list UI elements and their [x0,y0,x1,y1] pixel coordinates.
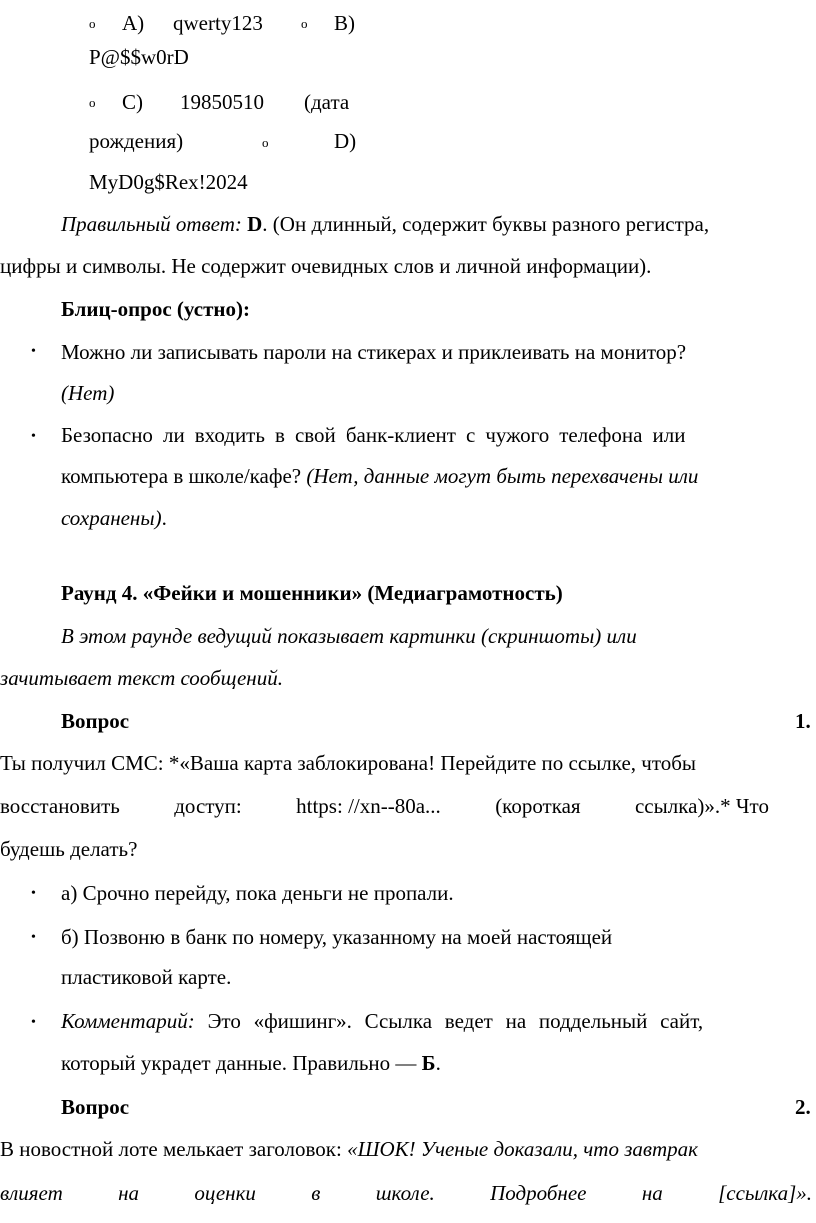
answer-line-2: цифры и символы. Не содержит очевидных слов и личной информации). [0,254,652,278]
option-b-letter: B) [334,11,355,35]
question-2-text-line-1 [0,1139,698,1160]
option-c-rest: рождения) [89,129,184,153]
question-1-option-b: б) Позвоню в банк по номеру, указанному на моей настоящей [61,925,613,949]
word: на [118,1181,139,1205]
word: на [641,1181,663,1205]
question-2-quote: «ШОК! Ученые доказали, что завтрак [347,1137,699,1161]
blitz-question-1: Можно ли записывать пароли на стикерах и приклеивать на монитор? [61,340,687,364]
question-2-label: Вопрос [61,1095,130,1119]
question-1-text-line-3: будешь делать? [0,837,138,861]
option-a-text: qwerty123 [173,11,263,35]
option-c-number: 19850510 [180,90,264,114]
comment-answer: Б [421,1051,436,1075]
option-b-text: P@$$w0rD [89,45,189,69]
word: доступ: [174,794,242,818]
round-heading: Раунд 4. «Фейки и мошенники» (Медиаграмотность) [61,581,563,605]
round-intro-line-2: зачитывает текст сообщений. [0,666,283,690]
answer-explanation: . (Он длинный, содержит буквы разного регистра, [262,212,710,236]
period: . [161,506,167,530]
word: в [311,1181,321,1205]
question-2-text: В новостной лоте мелькает заголовок: [0,1137,348,1161]
bullet: • [31,429,36,444]
question-1-text-line-1: Ты получил СМС: *«Ваша карта заблокирована! Перейдите по ссылке, чтобы [0,751,697,775]
bullet: • [31,886,36,901]
blitz-question-2-cont: компьютера в школе/кафе? [61,464,302,488]
word: Подробнее [490,1181,587,1205]
link-text: https: //xn--80a... [296,794,441,818]
blitz-answer-1: (Нет) [61,381,115,405]
question-1-label: Вопрос [61,709,130,733]
blitz-answer-2-end: сохранены) [61,506,162,530]
option-a-letter: A) [122,11,145,35]
answer-label: Правильный ответ: [61,212,242,236]
question-2-text-line-2 [0,1183,812,1204]
option-d-letter: D) [334,129,357,153]
word: восстановить [0,794,120,818]
answer-letter: D [247,212,263,236]
bullet: • [31,1015,36,1030]
question-2-number: 2. [795,1095,811,1119]
blitz-question-2-line-3 [61,508,167,529]
option-bullet: o [262,135,269,150]
blitz-question-2-line-1 [61,425,810,446]
question-1-comment [61,1011,703,1032]
comment-label: Комментарий: [61,1009,195,1033]
option-c-letter: C) [122,90,143,114]
word: школе. [375,1181,435,1205]
blitz-answer-2: (Нет, данные могут быть перехвачены или [306,464,699,488]
word: влияет [0,1181,63,1205]
period: . [435,1051,441,1075]
bullet: • [31,344,36,359]
word: [ссылка]». [718,1181,812,1205]
comment-text: который украдет данные. Правильно — [61,1051,422,1075]
word: оценки [194,1181,256,1205]
blitz-question-2-text: Безопасно ли входить в свой банк-клиент с чужого телефона или [61,423,686,447]
blitz-heading: Блиц-опрос (устно): [61,297,250,321]
round-intro-line-1: В этом раунде ведущий показывает картинки (скриншоты) или [61,624,637,648]
option-bullet: o [301,16,308,31]
option-bullet: o [89,16,96,31]
option-c-paren: (дата [304,90,350,114]
answer-line-1 [61,214,709,235]
question-1-option-b-cont: пластиковой карте. [61,965,232,989]
word: (короткая [495,794,581,818]
question-1-comment-line-2 [61,1053,441,1074]
option-d-text: MyD0g$Rex!2024 [89,170,248,194]
question-1-option-a: а) Срочно перейду, пока деньги не пропали. [61,881,454,905]
option-bullet: o [89,95,96,110]
question-1-text-line-2 [0,796,769,817]
comment-text: Это «фишинг». Ссылка ведет на поддельный сайт, [194,1009,704,1033]
question-1-number: 1. [795,709,811,733]
blitz-question-2-line-2 [61,466,698,487]
word: ссылка)».* Что [634,794,769,818]
bullet: • [31,930,36,945]
